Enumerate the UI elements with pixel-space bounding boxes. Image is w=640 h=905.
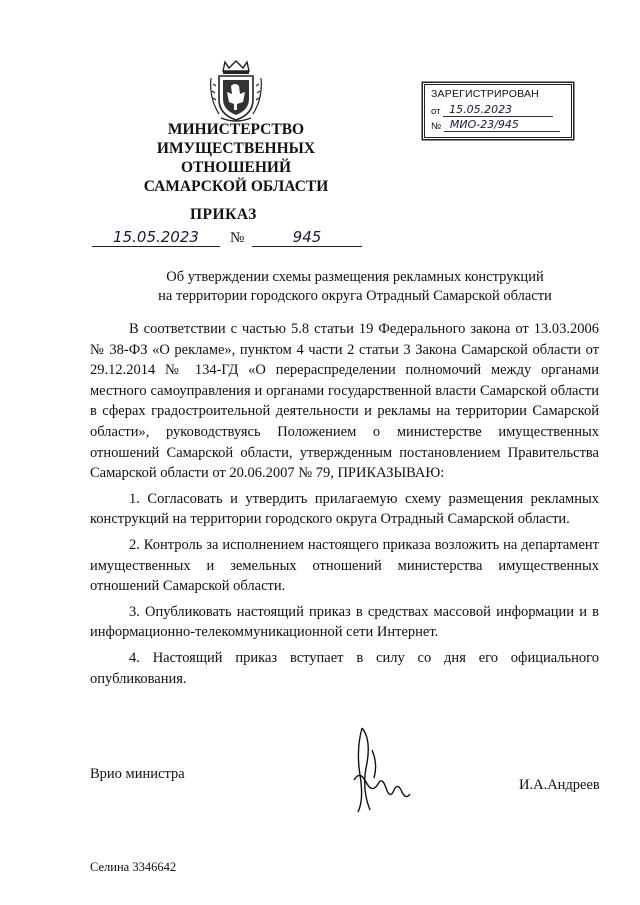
subject-line: на территории городского округа Отрадный Самарской области (158, 288, 552, 304)
order-date: 15.05.2023 (92, 228, 220, 247)
signatory-name: И.А.Андреев (519, 777, 600, 793)
preamble-paragraph: В соответствии с частью 5.8 статьи 19 Федерального закона от 13.03.2006 № 38-ФЗ «О рекламе», пунктом 4 части 2 статьи 3 Закона Самарской области от 29.12.2014 № 134-ГД «О перераспределении полномочий между органами местного самоуправления и органами государственной власти Самарской области в сферах градостроительной деятельности и рекламы на территории Самарской области», руководствуясь Положением о министерстве имущественных отношений Самарской области, утвержденным постановлением Правительства Самарской области от 20.06.2007 № 79, ПРИКАЗЫВАЮ: (90, 321, 599, 482)
subject-line: Об утверждении схемы размещения рекламных конструкций (166, 269, 544, 285)
coat-of-arms-emblem (207, 58, 265, 124)
order-item: 2. Контроль за исполнением настоящего приказа возложить на департамент имущественных и земельных отношений министерства имущественных отношений Самарской области. (90, 536, 599, 595)
handwritten-signature (332, 720, 432, 820)
ministry-name (130, 120, 342, 196)
order-subject (120, 268, 590, 306)
stamp-number-label: № (431, 121, 442, 132)
ministry-line: МИНИСТЕРСТВО (167, 121, 305, 138)
stamp-date-label: от (431, 106, 441, 117)
stamp-number-row (431, 118, 560, 132)
stamp-date-value: 15.05.2023 (443, 103, 553, 117)
number-sign: № (230, 230, 245, 246)
ministry-line: ИМУЩЕСТВЕННЫХ (156, 140, 316, 157)
registration-stamp (424, 84, 572, 138)
order-body (90, 319, 599, 689)
order-item: 3. Опубликовать настоящий приказ в средствах массовой информации и в информационно-телекоммуникационной сети Интернет. (90, 603, 599, 641)
ministry-line: ОТНОШЕНИЙ (180, 159, 292, 176)
signatory-position: Врио министра (90, 766, 185, 782)
ministry-line: САМАРСКОЙ ОБЛАСТИ (143, 178, 329, 195)
order-item: 1. Согласовать и утвердить прилагаемую схему размещения рекламных конструкций на территории городского округа Отрадный Самарской области. (90, 490, 599, 528)
stamp-title: ЗАРЕГИСТРИРОВАН (431, 88, 539, 100)
stamp-number-value: МИО-23/945 (444, 118, 560, 132)
executor-info: Селина 3346642 (90, 860, 177, 874)
order-date-number-line (92, 228, 362, 250)
order-number: 945 (252, 228, 362, 247)
document-type: ПРИКАЗ (190, 206, 257, 223)
stamp-date-row (431, 103, 553, 117)
order-item: 4. Настоящий приказ вступает в силу со дня его официального опубликования. (90, 649, 599, 687)
